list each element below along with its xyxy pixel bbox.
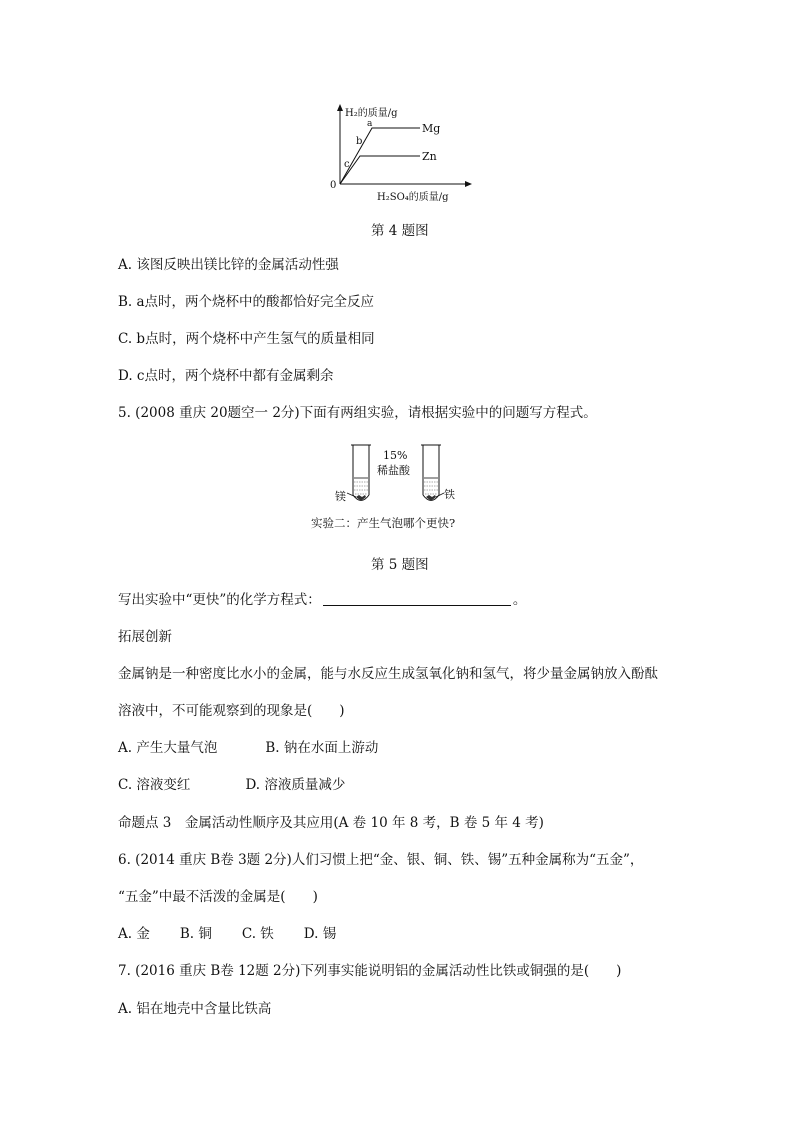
extension-option-a: A. 产生大量气泡 xyxy=(118,740,218,756)
extension-option-c: C. 溶液变红 xyxy=(118,777,191,793)
q4-option-b: B. a点时，两个烧杯中的酸都恰好完全反应 xyxy=(118,294,375,310)
figure-4-graph xyxy=(325,100,475,205)
point-c-label: c xyxy=(344,159,350,170)
extension-options-row-2 xyxy=(118,776,345,794)
y-axis-label: H₂的质量/g xyxy=(345,108,398,119)
extension-heading: 拓展创新 xyxy=(118,629,172,645)
series-zn-label: Zn xyxy=(422,150,437,163)
left-test-tube xyxy=(347,445,371,501)
q6-option-a: A. 金 xyxy=(118,926,150,942)
left-metal-label: 镁 xyxy=(335,490,346,503)
q7-stem: 7. (2016 重庆 B卷 12题 2分)下列事实能说明铝的金属活动性比铁或铜强的是( ) xyxy=(118,963,622,979)
q4-option-d: D. c点时，两个烧杯中都有金属剩余 xyxy=(118,368,334,384)
y-axis-arrow xyxy=(337,104,343,111)
q4-option-c: C. b点时，两个烧杯中产生氢气的质量相同 xyxy=(118,331,375,347)
acid-name-label: 稀盐酸 xyxy=(377,464,410,477)
q6-stem-line-1: 6. (2014 重庆 B卷 3题 2分)人们习惯上把“金、银、铜、铁、锡”五种金属称为“五金”， xyxy=(118,852,644,868)
q4-option-a: A. 该图反映出镁比锌的金属活动性强 xyxy=(118,257,339,273)
acid-percent-label: 15% xyxy=(383,449,408,462)
figure-4-caption: 第 4 题图 xyxy=(371,223,429,239)
series-mg-label: Mg xyxy=(422,122,441,135)
zn-line xyxy=(340,156,420,184)
q6-options-row xyxy=(118,925,336,943)
q5-stem: 5. (2008 重庆 20题空一 2分)下面有两组实验，请根据实验中的问题写方程式。 xyxy=(118,405,597,421)
extension-option-b: B. 钠在水面上游动 xyxy=(265,740,379,756)
figure-5-test-tubes xyxy=(311,440,500,530)
extension-option-d: D. 溶液质量减少 xyxy=(245,777,346,793)
q6-option-c: C. 铁 xyxy=(241,926,274,942)
extension-options-row-1 xyxy=(118,739,378,757)
extension-stem-line-2: 溶液中，不可能观察到的现象是( ) xyxy=(118,703,345,719)
q5-answer-prefix: 写出实验中“更快”的化学方程式： xyxy=(118,592,321,608)
right-test-tube xyxy=(421,445,444,501)
q6-option-b: B. 铜 xyxy=(179,926,212,942)
q5-answer-line xyxy=(118,591,526,609)
topic-3-heading: 命题点 3 金属活动性顺序及其应用(A 卷 10 年 8 考，B 卷 5 年 4 考) xyxy=(118,815,544,831)
figure-5-caption: 第 5 题图 xyxy=(371,557,429,573)
origin-label: 0 xyxy=(330,180,337,191)
x-axis-arrow xyxy=(465,181,472,187)
experiment-caption: 实验二：产生气泡哪个更快? xyxy=(311,516,456,530)
q5-answer-blank[interactable] xyxy=(323,591,511,606)
q5-answer-suffix: 。 xyxy=(512,592,527,608)
right-metal-label: 铁 xyxy=(444,488,455,501)
q6-option-d: D. 锡 xyxy=(303,926,337,942)
x-axis-label: H₂SO₄的质量/g xyxy=(377,192,449,203)
q7-option-a: A. 铝在地壳中含量比铁高 xyxy=(118,1001,272,1017)
point-a-label: a xyxy=(367,119,373,129)
extension-stem-line-1: 金属钠是一种密度比水小的金属，能与水反应生成氢氧化钠和氢气，将少量金属钠放入酚酞 xyxy=(118,666,658,682)
q6-stem-line-2: “五金”中最不活泼的金属是( ) xyxy=(118,889,318,905)
point-b-label: b xyxy=(356,136,363,147)
